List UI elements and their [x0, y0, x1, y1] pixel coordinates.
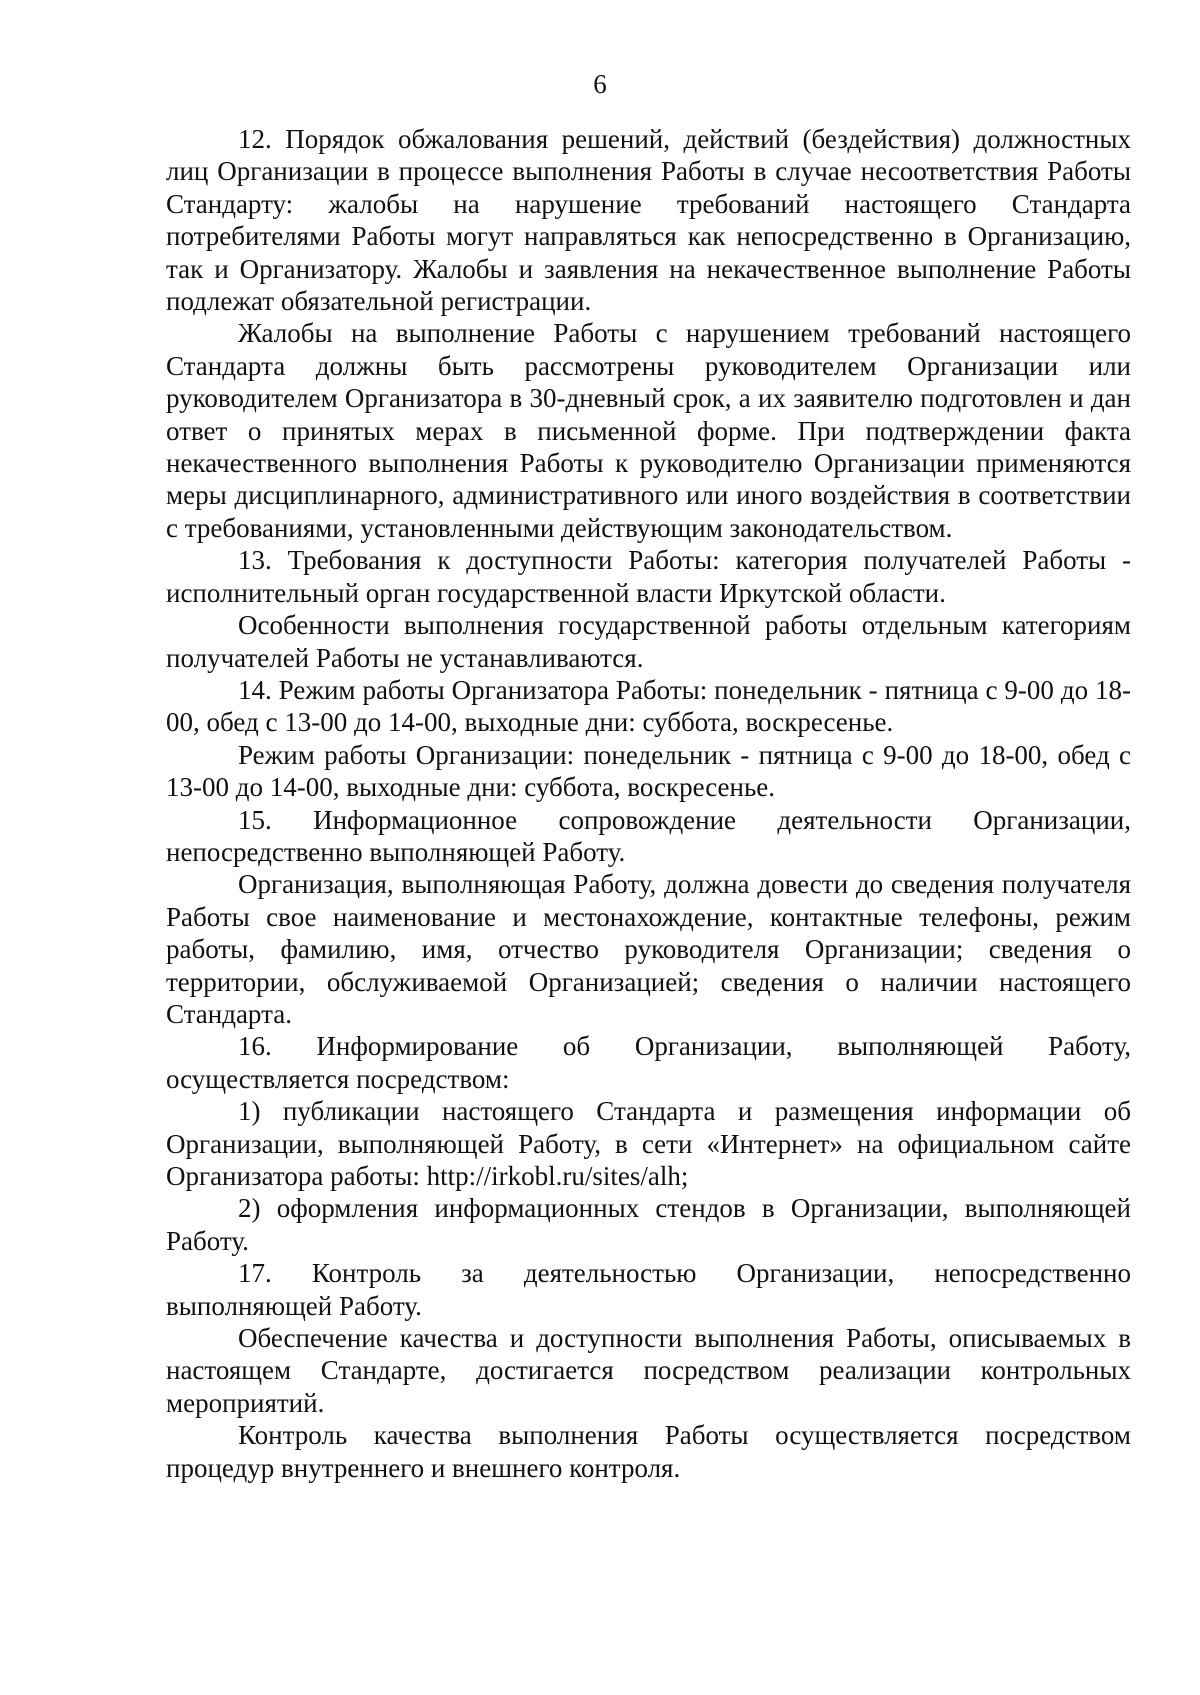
list-item-1-punctuation: ; — [680, 1161, 689, 1191]
list-item-1-text: 1) публикации настоящего Стандарта и размещения информации об Организации, выполняющей Работу, в сети «Интернет» на официальном сайте Организатора работы: — [166, 1096, 1131, 1191]
paragraph-quality-control: Контроль качества выполнения Работы осуществляется посредством процедур внутреннего и внешнего контроля. — [166, 1420, 1131, 1483]
page-number: 6 — [593, 69, 607, 99]
list-item-2-stands: 2) оформления информационных стендов в Организации, выполняющей Работу. — [166, 1193, 1131, 1256]
paragraph-organization-disclosure: Организация, выполняющая Работу, должна довести до сведения получателя Работы свое наименование и местонахождение, контактные телефоны, режим работы, фамилию, имя, отчество руководителя Организации; сведения о территории, обслуживаемой Организацией; сведения о наличии настоящего Стандарта. — [166, 869, 1131, 1029]
paragraph-special-categories: Особенности выполнения государственной работы отдельным категориям получателей Работы не устанавливаются. — [166, 610, 1131, 673]
paragraph-12-appeal-procedure: 12. Порядок обжалования решений, действий (бездействия) должностных лиц Организации в процессе выполнения Работы в случае несоответствия Работы Стандарту: жалобы на нарушение требований настоящего Стандарта потребителями Работы могут направляться как непосредственно в Организацию, так и Организатору. Жалобы и заявления на некачественное выполнение Работы подлежат обязательной регистрации. — [166, 124, 1131, 317]
list-item-1-publication — [166, 1095, 1131, 1192]
paragraph-17-control: 17. Контроль за деятельностью Организации, непосредственно выполняющей Работу. — [166, 1258, 1131, 1321]
document-body — [166, 123, 1131, 1484]
paragraph-organization-schedule: Режим работы Организации: понедельник - пятница с 9-00 до 18-00, обед с 13-00 до 14-00, выходные дни: суббота, воскресенье. — [166, 739, 1131, 803]
website-link[interactable]: http://irkobl.ru/sites/alh — [426, 1161, 681, 1191]
paragraph-13-accessibility: 13. Требования к доступности Работы: категория получателей Работы - исполнительный орган государственной власти Иркутской области. — [166, 545, 1131, 608]
paragraph-16-informing: 16. Информирование об Организации, выполняющей Работу, осуществляется посредством: — [166, 1031, 1131, 1094]
paragraph-quality-assurance: Обеспечение качества и доступности выполнения Работы, описываемых в настоящем Стандарте, достигается посредством реализации контрольных мероприятий. — [166, 1323, 1131, 1418]
paragraph-14-organizer-schedule: 14. Режим работы Организатора Работы: понедельник - пятница с 9-00 до 18-00, обед с 13-00 до 14-00, выходные дни: суббота, воскресенье. — [166, 674, 1131, 738]
paragraph-complaints-review: Жалобы на выполнение Работы с нарушением требований настоящего Стандарта должны быть рассмотрены руководителем Организации или руководителем Организатора в 30-дневный срок, а их заявителю подготовлен и дан ответ о принятых мерах в письменной форме. При подтверждении факта некачественного выполнения Работы к руководителю Организации применяются меры дисциплинарного, административного или иного воздействия в соответствии с требованиями, установленными действующим законодательством. — [166, 318, 1131, 543]
paragraph-15-information-support: 15. Информационное сопровождение деятельности Организации, непосредственно выполняющей Работу. — [166, 804, 1131, 867]
